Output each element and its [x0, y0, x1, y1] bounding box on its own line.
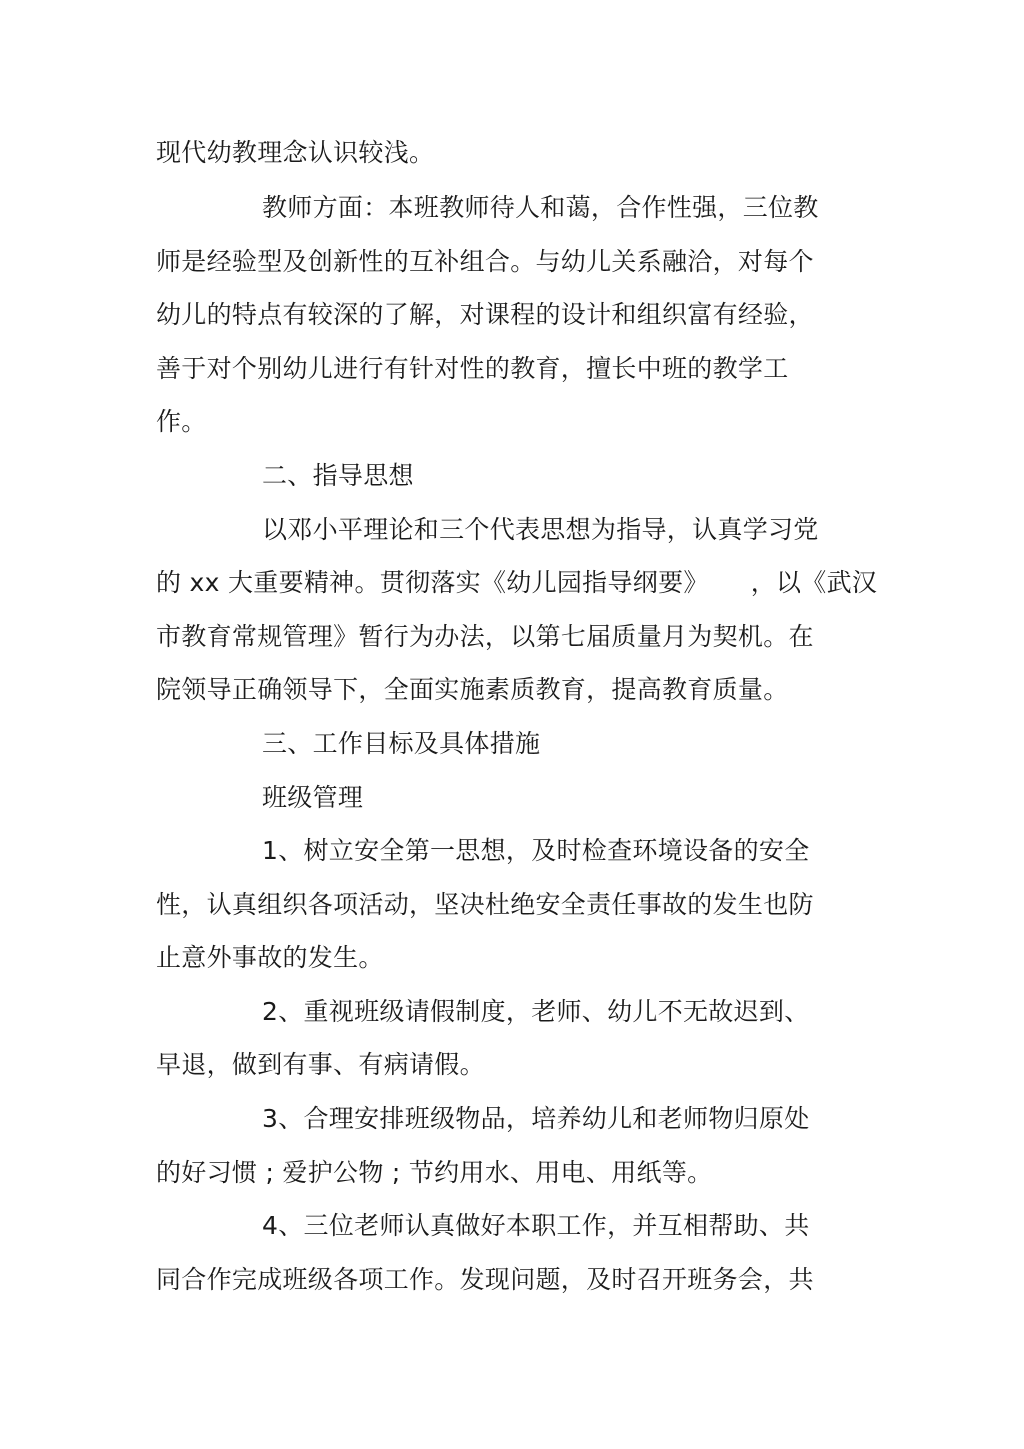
text-line: 院领导正确领导下，全面实施素质教育，提高教育质量。: [156, 675, 789, 704]
subsection-heading: 班级管理: [262, 783, 364, 812]
text-line: 性，认真组织各项活动，坚决杜绝安全责任事故的发生也防: [156, 890, 814, 919]
text-line: 的好习惯 ; 爱护公物 ; 节约用水、用电、用纸等。: [156, 1158, 713, 1187]
text-line: 同合作完成班级各项工作。发现问题，及时召开班务会，共: [156, 1265, 814, 1294]
text-line: 幼儿的特点有较深的了解，对课程的设计和组织富有经验，: [156, 300, 814, 329]
text-line: 教师方面：本班教师待人和蔼，合作性强，三位教: [262, 193, 819, 222]
text-line: [156, 566, 877, 600]
text-segment: 的 xx 大重要精神。贯彻落实《幼儿园指导纲要》: [156, 568, 709, 597]
text-line: 作。: [156, 407, 207, 436]
text-line: 2、重视班级请假制度，老师、幼儿不无故迟到、: [262, 997, 810, 1026]
text-line: 3、合理安排班级物品，培养幼儿和老师物归原处: [262, 1104, 810, 1133]
text-line: 1、树立安全第一思想，及时检查环境设备的安全: [262, 836, 810, 865]
section-heading: 三、工作目标及具体措施: [262, 729, 541, 758]
text-line: 现代幼教理念认识较浅。: [156, 138, 435, 167]
text-line: 善于对个别幼儿进行有针对性的教育，擅长中班的教学工: [156, 354, 789, 383]
text-line: 师是经验型及创新性的互补组合。与幼儿关系融洽，对每个: [156, 247, 814, 276]
text-line: 以邓小平理论和三个代表思想为指导，认真学习党: [262, 515, 819, 544]
text-segment: ，以《武汉: [750, 568, 878, 597]
text-line: 4、三位老师认真做好本职工作，并互相帮助、共: [262, 1211, 810, 1240]
text-line: 市教育常规管理》暂行为办法，以第七届质量月为契机。在: [156, 622, 814, 651]
text-line: 早退，做到有事、有病请假。: [156, 1050, 485, 1079]
text-line: 止意外事故的发生。: [156, 943, 384, 972]
section-heading: 二、指导思想: [262, 461, 414, 490]
